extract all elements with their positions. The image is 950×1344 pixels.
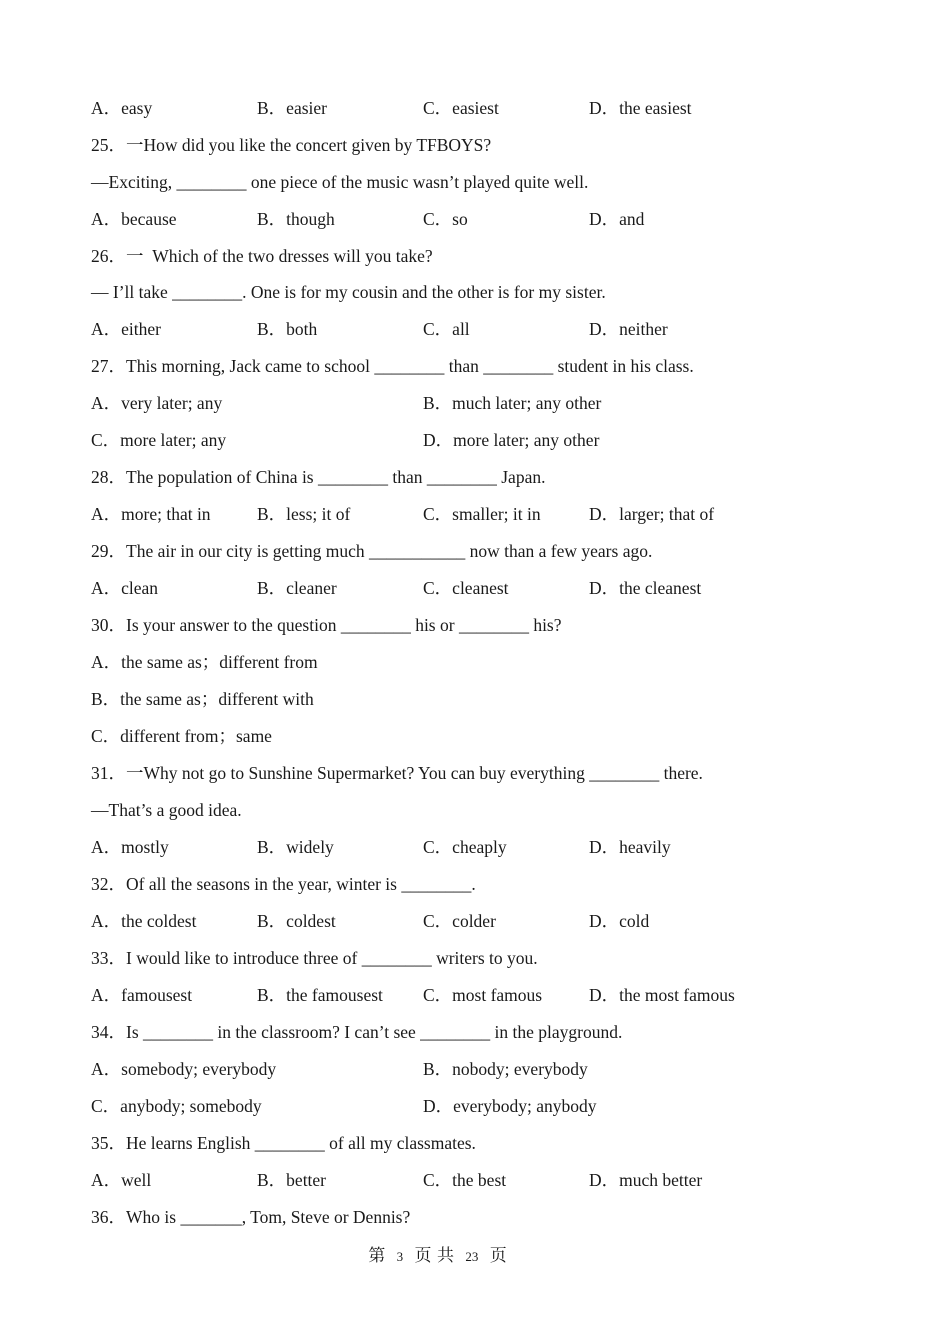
q35-stem: 35．He learns English ________ of all my classmates. — [91, 1133, 476, 1153]
q28-option-a: A．more; that in — [91, 504, 211, 524]
q35-option-a: A．well — [91, 1170, 152, 1190]
q35-option-c: C．the best — [423, 1170, 507, 1190]
q33-stem: 33．I would like to introduce three of ________ writers to you. — [91, 948, 538, 968]
q31-option-c: C．cheaply — [423, 837, 507, 857]
q34-option-d: D．everybody; anybody — [423, 1096, 597, 1116]
q34-option-c: C．anybody; somebody — [91, 1096, 262, 1116]
q26-option-a: A．either — [91, 319, 161, 339]
q31-option-b: B．widely — [257, 837, 334, 857]
q35-option-d: D．much better — [589, 1170, 703, 1190]
q28-stem: 28．The population of China is ________ than ________ Japan. — [91, 467, 546, 487]
q26-response: — I’ll take ________. One is for my cousin and the other is for my sister. — [91, 282, 606, 302]
q24-option-b: B．easier — [257, 98, 327, 118]
page-footer — [0, 1241, 875, 1266]
footer-page-number: 3 — [396, 1249, 404, 1264]
q36-stem: 36．Who is _______, Tom, Steve or Dennis? — [91, 1207, 411, 1227]
footer-total-pages: 23 — [465, 1249, 479, 1264]
q25-option-d: D．and — [589, 209, 645, 229]
q34-option-b: B．nobody; everybody — [423, 1059, 588, 1079]
q30-option-a: A．the same as；different from — [91, 652, 318, 672]
q28-option-b: B．less; it of — [257, 504, 351, 524]
q29-option-b: B．cleaner — [257, 578, 337, 598]
q32-option-b: B．coldest — [257, 911, 336, 931]
q26-option-c: C．all — [423, 319, 470, 339]
q29-option-d: D．the cleanest — [589, 578, 702, 598]
q25-response: —Exciting, ________ one piece of the music wasn’t played quite well. — [91, 172, 589, 192]
q29-stem: 29．The air in our city is getting much ___________ now than a few years ago. — [91, 541, 653, 561]
q33-option-c: C．most famous — [423, 985, 543, 1005]
q33-option-a: A．famousest — [91, 985, 193, 1005]
q31-stem: 31．一Why not go to Sunshine Supermarket? You can buy everything ________ there. — [91, 763, 703, 783]
q32-option-d: D．cold — [589, 911, 650, 931]
q30-stem: 30．Is your answer to the question ________ his or ________ his? — [91, 615, 562, 635]
q34-option-a: A．somebody; everybody — [91, 1059, 277, 1079]
footer-suffix: 页 — [489, 1246, 507, 1266]
q35-option-b: B．better — [257, 1170, 327, 1190]
q29-option-c: C．cleanest — [423, 578, 509, 598]
q31-option-a: A．mostly — [91, 837, 169, 857]
footer-prefix: 第 — [368, 1246, 386, 1266]
q25-option-c: C．so — [423, 209, 468, 229]
q26-option-b: B．both — [257, 319, 318, 339]
q33-option-b: B．the famousest — [257, 985, 383, 1005]
footer-middle: 页 共 — [414, 1246, 454, 1266]
q24-option-a: A．easy — [91, 98, 153, 118]
q32-stem: 32．Of all the seasons in the year, winter is ________. — [91, 874, 476, 894]
q33-option-d: D．the most famous — [589, 985, 735, 1005]
q25-stem: 25．一How did you like the concert given by TFBOYS? — [91, 135, 492, 155]
q28-option-d: D．larger; that of — [589, 504, 715, 524]
q34-stem: 34．Is ________ in the classroom? I can’t see ________ in the playground. — [91, 1022, 623, 1042]
q27-stem: 27．This morning, Jack came to school ________ than ________ student in his class. — [91, 356, 694, 376]
q24-option-c: C．easiest — [423, 98, 499, 118]
q30-option-c: C．different from；same — [91, 726, 272, 746]
q27-option-d: D．more later; any other — [423, 430, 600, 450]
q31-response: —That’s a good idea. — [91, 800, 242, 820]
q32-option-a: A．the coldest — [91, 911, 197, 931]
q25-option-a: A．because — [91, 209, 177, 229]
q30-option-b: B．the same as；different with — [91, 689, 314, 709]
q27-option-a: A．very later; any — [91, 393, 223, 413]
q24-option-d: D．the easiest — [589, 98, 692, 118]
q31-option-d: D．heavily — [589, 837, 671, 857]
q32-option-c: C．colder — [423, 911, 496, 931]
q27-option-b: B．much later; any other — [423, 393, 602, 413]
q28-option-c: C．smaller; it in — [423, 504, 541, 524]
q26-option-d: D．neither — [589, 319, 668, 339]
q27-option-c: C．more later; any — [91, 430, 227, 450]
q29-option-a: A．clean — [91, 578, 159, 598]
q25-option-b: B．though — [257, 209, 335, 229]
q26-stem: 26．一 Which of the two dresses will you take? — [91, 246, 433, 266]
